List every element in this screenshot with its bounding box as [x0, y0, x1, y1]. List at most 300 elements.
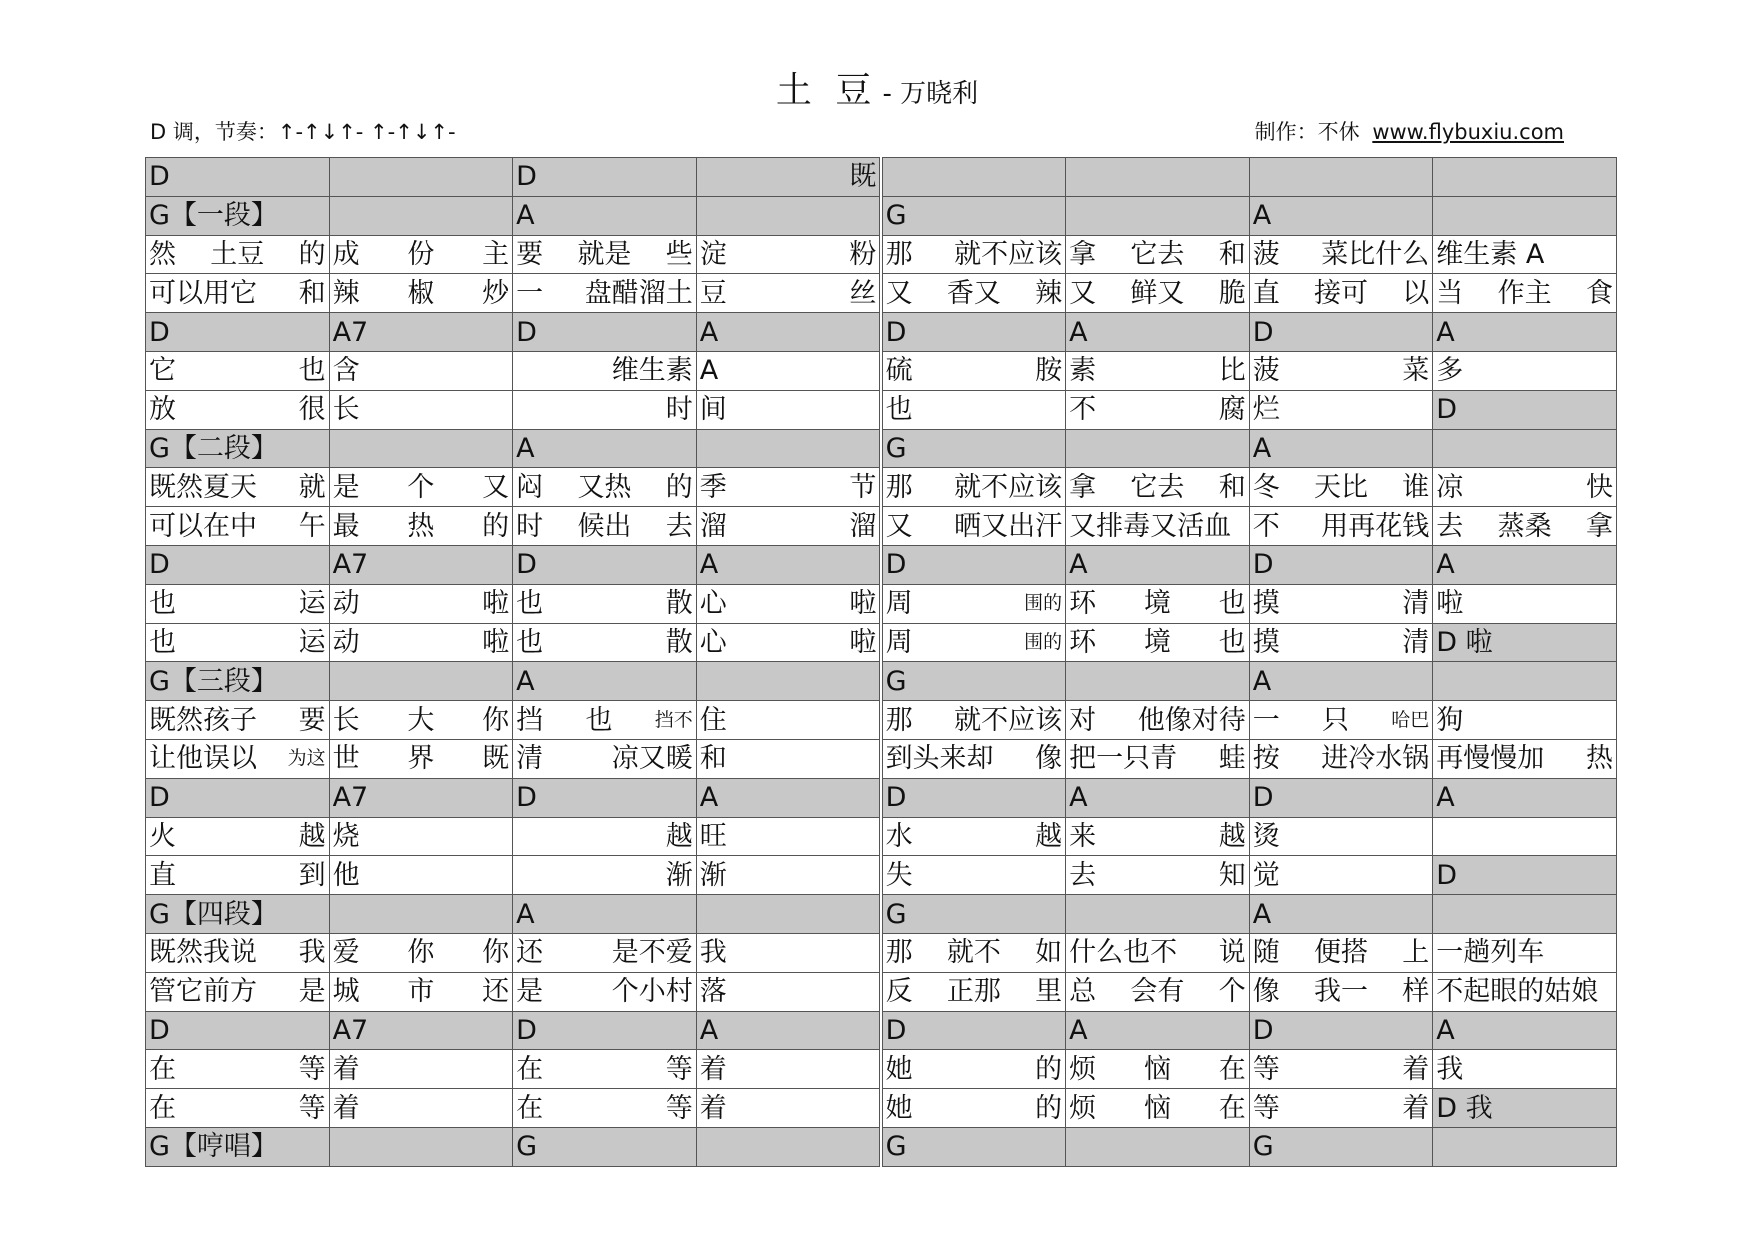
sheet-cell: [696, 933, 880, 972]
cell-text: 一趟列车: [1436, 937, 1545, 969]
sheet-cell: [1433, 701, 1617, 740]
cell-text: 运: [298, 626, 326, 658]
sheet-cell: [882, 351, 1066, 390]
cell-text: A: [516, 432, 535, 464]
sheet-cell: [1433, 584, 1617, 623]
sheet-cell: [882, 739, 1066, 778]
sheet-cell: [513, 235, 697, 274]
cell-text: 像: [1252, 976, 1280, 1008]
cell-text: 还: [482, 976, 510, 1008]
sheet-cell: [1066, 235, 1250, 274]
cell-text: 闷: [516, 471, 544, 503]
cell-text: 热: [407, 510, 435, 542]
sheet-cell: [882, 429, 1066, 468]
sheet-cell: [146, 1089, 330, 1128]
sheet-cell: [1433, 235, 1617, 274]
cell-text: A: [1069, 1014, 1088, 1046]
sheet-cell: [513, 856, 697, 895]
sheet-cell: [882, 468, 1066, 507]
cell-text: 上: [1402, 937, 1430, 969]
sheet-cell: [329, 623, 513, 662]
cell-text: 和: [699, 743, 727, 775]
cell-text: 又: [1069, 277, 1097, 309]
cell-text: 在: [516, 1092, 544, 1124]
cell-text: G: [885, 432, 907, 464]
cell-text: D: [1436, 859, 1458, 891]
sheet-cell: [146, 507, 330, 546]
cell-text: 着: [1402, 1092, 1430, 1124]
sheet-cell: [513, 662, 697, 701]
sheet-cell: [1433, 274, 1617, 313]
sheet-cell: [329, 313, 513, 352]
sheet-cell: [329, 429, 513, 468]
sheet-cell: [1066, 895, 1250, 934]
cell-text: 的: [1035, 1053, 1063, 1085]
cell-text: 在: [149, 1092, 176, 1124]
cell-text: A7: [332, 782, 369, 814]
cell-text: 间: [699, 394, 727, 426]
cell-text: 界: [407, 743, 435, 775]
sheet-cell: [329, 390, 513, 429]
sheet-row: [146, 1050, 1617, 1089]
sheet-cell: [696, 739, 880, 778]
cell-text: 份: [407, 238, 435, 270]
sheet-cell: [882, 701, 1066, 740]
cell-text: 挡不: [654, 708, 693, 731]
cell-text: 的: [1035, 1092, 1063, 1124]
cell-text: G【哼唱】: [149, 1131, 278, 1163]
cell-text: 脆: [1218, 277, 1246, 309]
sheet-cell: [1249, 895, 1433, 934]
cell-text: 等: [298, 1092, 326, 1124]
sheet-row: [146, 507, 1617, 546]
sheet-row: [146, 274, 1617, 313]
sheet-cell: [513, 274, 697, 313]
sheet-cell: [513, 351, 697, 390]
sheet-cell: [696, 1089, 880, 1128]
sheet-cell: [1066, 623, 1250, 662]
sheet-cell: [146, 1011, 330, 1050]
sheet-cell: [513, 817, 697, 856]
cell-text: D: [885, 316, 907, 348]
cell-text: A: [1252, 432, 1272, 464]
sheet-cell: [1433, 390, 1617, 429]
sheet-cell: [696, 623, 880, 662]
cell-text: 等: [665, 1092, 693, 1124]
cell-text: G【三段】: [149, 665, 278, 697]
cell-text: 当: [1436, 277, 1464, 309]
cell-text: 既然我说: [149, 937, 257, 969]
sheet-row: [146, 390, 1617, 429]
cell-text: 他: [332, 859, 360, 891]
cell-text: 的: [298, 238, 326, 270]
cell-text: 恼: [1143, 1053, 1171, 1085]
cell-text: 她: [885, 1053, 913, 1085]
cell-text: 作主: [1497, 277, 1552, 309]
cell-text: 炒: [482, 277, 510, 309]
sheet-cell: [1249, 196, 1433, 235]
cell-text: 溜: [699, 510, 727, 542]
sheet-cell: [1433, 895, 1617, 934]
sheet-cell: [696, 390, 880, 429]
cell-text: 越: [1035, 820, 1063, 852]
cell-text: 到头来却: [885, 743, 994, 775]
sheet-cell: [146, 158, 330, 197]
sheet-cell: [1249, 351, 1433, 390]
cell-text: 火: [149, 820, 176, 852]
sheet-cell: [513, 545, 697, 584]
cell-text: 凉又暖: [611, 743, 693, 775]
sheet-cell: [1433, 1089, 1617, 1128]
cell-text: 溜: [849, 510, 877, 542]
cell-text: 时: [665, 394, 693, 426]
cell-text: 就是: [577, 238, 632, 270]
sheet-cell: [1433, 623, 1617, 662]
cell-text: 烂: [1252, 394, 1280, 426]
cell-text: D: [885, 549, 907, 581]
sheet-cell: [882, 933, 1066, 972]
cell-text: 谁: [1402, 471, 1430, 503]
cell-text: 食: [1585, 277, 1613, 309]
cell-text: 管它前方: [149, 976, 257, 1008]
cell-text: 越: [1218, 820, 1246, 852]
sheet-cell: [1249, 662, 1433, 701]
sheet-cell: [329, 507, 513, 546]
cell-text: 就不: [946, 937, 1001, 969]
sheet-cell: [1249, 313, 1433, 352]
sheet-cell: [1433, 545, 1617, 584]
cell-text: 去: [665, 510, 693, 542]
sheet-cell: [146, 351, 330, 390]
sheet-cell: [329, 739, 513, 778]
cell-text: 越: [665, 820, 693, 852]
sheet-row: [146, 468, 1617, 507]
cell-text: 等: [298, 1053, 326, 1085]
cell-text: 摸: [1252, 626, 1280, 658]
sheet-cell: [513, 1011, 697, 1050]
sheet-cell: [1066, 1011, 1250, 1050]
cell-text: A: [1069, 782, 1088, 814]
cell-text: 粉: [849, 238, 877, 270]
cell-text: 比: [1218, 355, 1246, 387]
cell-text: G: [1252, 1131, 1274, 1163]
cell-text: 你: [482, 704, 510, 736]
sheet-cell: [329, 1050, 513, 1089]
cell-text: 到: [298, 859, 326, 891]
cell-text: 境: [1143, 626, 1171, 658]
sheet-cell: [329, 817, 513, 856]
sheet-cell: [882, 545, 1066, 584]
cell-text: 辣: [332, 277, 360, 309]
cell-text: 季: [699, 471, 727, 503]
sheet-cell: [146, 1127, 330, 1166]
sheet-cell: [146, 274, 330, 313]
sheet-cell: [882, 196, 1066, 235]
sheet-cell: [696, 274, 880, 313]
cell-text: 的: [482, 510, 510, 542]
sheet-cell: [696, 972, 880, 1011]
sheet-cell: [1249, 235, 1433, 274]
sheet-cell: [146, 739, 330, 778]
cell-text: 放: [149, 394, 176, 426]
sheet-cell: [1066, 662, 1250, 701]
cell-text: A: [1252, 200, 1272, 232]
cell-text: 住: [699, 704, 727, 736]
cell-text: D: [516, 316, 537, 348]
cell-text: 长: [332, 394, 360, 426]
cell-text: 就: [298, 471, 326, 503]
sheet-cell: [882, 1089, 1066, 1128]
sheet-cell: [1433, 351, 1617, 390]
cell-text: 要: [298, 704, 326, 736]
sheet-cell: [329, 351, 513, 390]
cell-text: 候出: [577, 510, 632, 542]
cell-text: 渐: [699, 859, 727, 891]
sheet-cell: [1249, 933, 1433, 972]
sheet-cell: [882, 1050, 1066, 1089]
sheet-cell: [1249, 739, 1433, 778]
cell-text: 菠: [1252, 355, 1280, 387]
sheet-cell: [1066, 507, 1250, 546]
cell-text: 那: [885, 937, 913, 969]
sheet-cell: [696, 545, 880, 584]
cell-text: 很: [298, 394, 326, 426]
cell-text: 渐: [665, 859, 693, 891]
sheet-cell: [1249, 701, 1433, 740]
sheet-cell: [1249, 507, 1433, 546]
sheet-cell: [1066, 274, 1250, 313]
cell-text: 既: [849, 161, 877, 193]
cell-text: 我: [298, 937, 326, 969]
cell-text: 落: [699, 976, 727, 1008]
cell-text: 市: [407, 976, 435, 1008]
sheet-cell: [329, 662, 513, 701]
cell-text: 快: [1586, 471, 1613, 503]
sheet-cell: [1249, 972, 1433, 1011]
cell-text: 散: [665, 626, 693, 658]
sheet-cell: [1066, 817, 1250, 856]
cell-text: A7: [332, 316, 369, 348]
sheet-cell: [146, 856, 330, 895]
sheet-cell: [696, 429, 880, 468]
cell-text: 它去: [1130, 471, 1185, 503]
sheet-cell: [513, 1050, 697, 1089]
cell-text: D: [516, 782, 537, 814]
sheet-cell: [1433, 429, 1617, 468]
cell-text: 时: [516, 510, 544, 542]
title-artist: - 万晓利: [882, 79, 979, 109]
sheet-row: [146, 158, 1617, 197]
cell-text: 正那: [946, 976, 1001, 1008]
sheet-cell: [329, 158, 513, 197]
cell-text: 既然孩子: [149, 704, 257, 736]
cell-text: 菠: [1252, 238, 1280, 270]
cell-text: 又: [885, 277, 913, 309]
cell-text: 等: [665, 1053, 693, 1085]
cell-text: 既然夏天: [149, 471, 257, 503]
cell-text: G【二段】: [149, 432, 278, 464]
cell-text: 菜比什么: [1321, 238, 1430, 270]
sheet-cell: [513, 196, 697, 235]
sheet-cell: [329, 235, 513, 274]
cell-text: 把一只青: [1069, 743, 1178, 775]
sheet-cell: [696, 662, 880, 701]
sheet-cell: [696, 856, 880, 895]
sheet-cell: [696, 507, 880, 546]
cell-text: 着: [332, 1053, 360, 1085]
sheet-cell: [329, 584, 513, 623]
cell-text: 长: [332, 704, 360, 736]
sheet-cell: [146, 895, 330, 934]
cell-text: 会有: [1130, 976, 1185, 1008]
cell-text: A: [699, 316, 719, 348]
sheet-cell: [1433, 662, 1617, 701]
cell-text: 我: [1436, 1053, 1464, 1085]
cell-text: D: [885, 782, 907, 814]
sheet-row: [146, 351, 1617, 390]
cell-text: 什么也不: [1069, 937, 1178, 969]
sheet-cell: [1249, 1089, 1433, 1128]
cell-text: 摸: [1252, 588, 1280, 620]
sheet-cell: [329, 274, 513, 313]
cell-text: 也: [1218, 626, 1246, 658]
cell-text: 那: [885, 238, 913, 270]
sheet-cell: [696, 1050, 880, 1089]
cell-text: 也: [149, 626, 176, 658]
cell-text: 是: [332, 471, 360, 503]
sheet-cell: [513, 584, 697, 623]
cell-text: 也: [1218, 588, 1246, 620]
sheet-cell: [882, 274, 1066, 313]
cell-text: 是: [298, 976, 326, 1008]
cell-text: 在: [1218, 1092, 1246, 1124]
cell-text: 又排毒又活血: [1069, 510, 1232, 542]
cell-text: A: [1069, 316, 1088, 348]
sheet-row: [146, 584, 1617, 623]
sheet-cell: [1249, 429, 1433, 468]
sheet-cell: [696, 584, 880, 623]
sheet-row: [146, 196, 1617, 235]
cell-text: 也: [885, 394, 913, 426]
cell-text: 主: [482, 238, 510, 270]
cell-text: 在: [516, 1053, 544, 1085]
sheet-cell: [146, 429, 330, 468]
sheet-cell: [513, 701, 697, 740]
sheet-cell: [146, 701, 330, 740]
sheet-row: [146, 1089, 1617, 1128]
cell-text: 午: [298, 510, 326, 542]
sheet-cell: [882, 856, 1066, 895]
cell-text: 也: [516, 626, 544, 658]
cell-text: 环: [1069, 588, 1097, 620]
cell-text: 世: [332, 743, 360, 775]
cell-text: 蒸桑: [1497, 510, 1552, 542]
cell-text: 不起眼的姑娘: [1436, 976, 1599, 1008]
sheet-row: [146, 895, 1617, 934]
sheet-cell: [329, 701, 513, 740]
cell-text: 冬: [1252, 471, 1280, 503]
cell-text: 来: [1069, 820, 1097, 852]
sheet-cell: [882, 623, 1066, 662]
sheet-row: [146, 701, 1617, 740]
cell-text: 烧: [332, 820, 360, 852]
cell-text: 着: [699, 1053, 727, 1085]
sheet-cell: [329, 1127, 513, 1166]
cell-text: A: [1252, 665, 1272, 697]
cell-text: 多: [1436, 355, 1464, 387]
cell-text: D: [1252, 549, 1274, 581]
sheet-cell: [513, 468, 697, 507]
cell-text: 和: [298, 277, 326, 309]
cell-text: 个: [1218, 976, 1246, 1008]
cell-text: 拿: [1585, 510, 1613, 542]
cell-text: 去: [1436, 510, 1464, 542]
sheet-row: [146, 856, 1617, 895]
cell-text: 心: [699, 588, 727, 620]
sheet-cell: [882, 895, 1066, 934]
cell-text: 些: [665, 238, 693, 270]
sheet-cell: [1249, 1050, 1433, 1089]
cell-text: 也: [516, 588, 544, 620]
cell-text: 维生素: [611, 355, 693, 387]
cell-text: 晒又出汗: [954, 510, 1063, 542]
sheet-cell: [329, 468, 513, 507]
sheet-cell: [513, 390, 697, 429]
cell-text: A7: [332, 1014, 369, 1046]
cell-text: 只: [1322, 704, 1349, 736]
cell-text: 啦: [1436, 588, 1464, 620]
sheet-cell: [146, 584, 330, 623]
site-link[interactable]: www.flybuxiu.com: [1372, 120, 1564, 144]
cell-text: 就不应该: [954, 704, 1063, 736]
cell-text: 椒: [407, 277, 435, 309]
cell-text: G: [885, 898, 907, 930]
sheet-cell: [1249, 158, 1433, 197]
cell-text: 等: [1252, 1053, 1280, 1085]
sheet-row: [146, 313, 1617, 352]
cell-text: 说: [1218, 937, 1246, 969]
cell-text: 素: [1069, 355, 1097, 387]
sheet-row: [146, 1011, 1617, 1050]
cell-text: 失: [885, 859, 913, 891]
sheet-cell: [1066, 972, 1250, 1011]
cell-text: 样: [1402, 976, 1430, 1008]
cell-text: G: [885, 1131, 907, 1163]
cell-text: 最: [332, 510, 360, 542]
cell-text: 动: [332, 588, 360, 620]
cell-text: D 我: [1436, 1092, 1493, 1124]
cell-text: 狗: [1436, 704, 1464, 736]
sheet-cell: [1433, 856, 1617, 895]
cell-text: G: [885, 200, 907, 232]
sheet-cell: [882, 584, 1066, 623]
cell-text: 然: [149, 238, 176, 270]
cell-text: A: [1436, 1014, 1455, 1046]
cell-text: 也: [298, 355, 326, 387]
cell-text: 和: [1218, 238, 1246, 270]
sheet-row: [146, 778, 1617, 817]
song-title: [0, 62, 1754, 113]
cell-text: 热: [1586, 743, 1613, 775]
sheet-cell: [329, 545, 513, 584]
cell-text: 以: [1402, 277, 1430, 309]
cell-text: 境: [1143, 588, 1171, 620]
credits-label: 制作：不休: [1254, 120, 1360, 144]
sheet-cell: [1249, 778, 1433, 817]
cell-text: 恼: [1143, 1092, 1171, 1124]
sheet-cell: [329, 1089, 513, 1128]
sheet-cell: [1433, 778, 1617, 817]
